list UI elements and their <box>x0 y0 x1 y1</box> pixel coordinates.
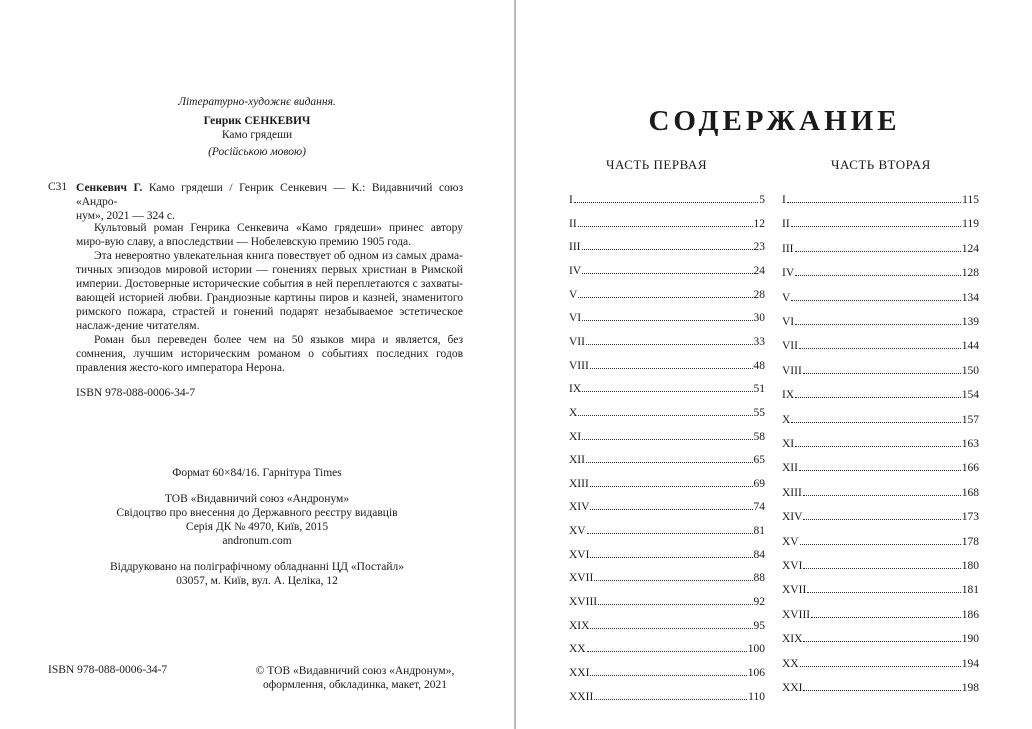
publisher-line: andronum.com <box>222 535 292 547</box>
dot-leader <box>791 300 960 301</box>
dot-leader <box>803 690 960 691</box>
chapter-number: I <box>782 194 786 206</box>
toc-entry <box>782 507 979 523</box>
toc-entry <box>782 629 979 645</box>
toc-entry <box>782 239 979 255</box>
page-number: 144 <box>961 340 979 353</box>
page-number: 154 <box>961 389 979 402</box>
printer-block <box>0 560 514 588</box>
copyright-line: © ТОВ «Видавничий союз «Андронум», <box>255 665 455 677</box>
page-number: 51 <box>753 383 765 396</box>
dot-leader <box>590 486 753 487</box>
page-number: 28 <box>753 288 765 301</box>
toc-entry <box>782 385 979 401</box>
page-number: 190 <box>961 633 979 646</box>
book-title: Камо грядеши <box>221 129 293 141</box>
toc-entry <box>569 545 765 561</box>
page-number: 186 <box>961 608 979 621</box>
dot-leader <box>791 226 962 227</box>
chapter-number: II <box>569 217 577 230</box>
page-number: 166 <box>961 462 979 475</box>
dot-leader <box>594 580 752 581</box>
dot-leader <box>795 397 961 398</box>
chapter-number: XVIII <box>569 596 598 609</box>
page-number: 173 <box>961 511 979 524</box>
toc-entry <box>782 312 979 328</box>
page-number: 128 <box>961 267 979 280</box>
page-number: 81 <box>753 525 765 538</box>
toc-entry <box>569 450 765 466</box>
page-number: 178 <box>961 535 979 548</box>
toc-entry <box>569 568 765 584</box>
dot-leader <box>795 446 961 447</box>
dot-leader <box>803 568 960 569</box>
dot-leader <box>574 202 758 203</box>
dot-leader <box>795 275 961 276</box>
page-number: 194 <box>961 657 979 670</box>
publisher-line: ТОВ «Видавничий союз «Андронум» <box>164 493 350 505</box>
toc-entry <box>569 379 765 395</box>
chapter-number: IX <box>782 389 795 402</box>
page-number: 198 <box>961 682 979 694</box>
page-number: 12 <box>753 217 765 230</box>
dot-leader <box>590 675 746 676</box>
page-gutter <box>514 0 516 729</box>
dot-leader <box>791 422 960 423</box>
toc-entry <box>782 361 979 377</box>
chapter-number: IV <box>782 267 795 280</box>
chapter-number: XXII <box>569 690 594 703</box>
dot-leader <box>803 519 960 520</box>
page-number: 5 <box>759 194 765 206</box>
format-line <box>0 466 514 480</box>
dot-leader <box>582 320 752 321</box>
dot-leader <box>582 249 753 250</box>
chapter-number: XIX <box>782 633 803 646</box>
page-number: 100 <box>747 643 765 656</box>
chapter-number: VII <box>569 335 585 348</box>
page-number: 163 <box>961 438 979 450</box>
toc-entry <box>782 532 979 548</box>
chapter-number: XVII <box>782 584 807 597</box>
page-number: 124 <box>961 242 979 255</box>
page-number: 139 <box>961 316 979 328</box>
toc-entry <box>569 639 765 655</box>
toc-entry <box>782 556 979 572</box>
copyright-line: оформлення, обкладинка, макет, 2021 <box>262 679 448 691</box>
chapter-number: XIII <box>782 486 802 499</box>
chapter-number: XVI <box>569 548 590 561</box>
chapter-number: XVIII <box>782 608 811 621</box>
chapter-number: IV <box>569 264 582 277</box>
dot-leader <box>799 348 961 349</box>
chapter-number: XI <box>782 438 795 450</box>
chapter-number: XIV <box>782 511 803 524</box>
annotation-paragraph: Культовый роман Генрика Сенкевича «Камо грядеши» принес автору миро-вую славу, а впоследствии — Нобелевскую премию 1905 года. <box>76 222 463 248</box>
dot-leader <box>800 666 961 667</box>
page-number: 88 <box>753 572 765 585</box>
dot-leader <box>799 470 961 471</box>
dot-leader <box>795 324 961 325</box>
chapter-number: V <box>569 288 578 301</box>
chapter-number: XX <box>569 643 586 656</box>
chapter-number: XVII <box>569 572 594 585</box>
publisher-line: Свідоцтво про внесення до Державного реєстру видавців <box>116 507 398 519</box>
genre-line: Літературно-художнє видання. <box>178 96 336 108</box>
toc-entry <box>569 285 765 301</box>
page-number: 65 <box>753 454 765 467</box>
toc-entry <box>569 474 765 490</box>
page-number: 110 <box>748 690 765 703</box>
dot-leader <box>787 202 961 203</box>
biblio-line-2: нум», 2021 — 324 с. <box>76 210 175 222</box>
dot-leader <box>594 699 747 700</box>
page-number: 157 <box>961 413 979 426</box>
page-number: 55 <box>753 406 765 419</box>
format-text: Формат 60×84/16. Гарнітура Times <box>172 467 342 479</box>
annotation <box>76 221 463 375</box>
chapter-number: X <box>782 413 791 426</box>
dot-leader <box>590 628 752 629</box>
page-number: 48 <box>753 359 765 372</box>
dot-leader <box>590 368 753 369</box>
toc-entry <box>782 336 979 352</box>
language-note: (Російською мовою) <box>208 146 306 158</box>
dot-leader <box>578 415 752 416</box>
chapter-number: III <box>782 242 794 255</box>
dot-leader <box>803 495 961 496</box>
imprint-page <box>0 0 514 729</box>
chapter-number: VI <box>782 316 795 328</box>
chapter-number: IX <box>569 383 582 396</box>
page-number: 30 <box>753 312 765 325</box>
toc-entry <box>569 616 765 632</box>
toc-entry <box>782 214 979 230</box>
page-number: 24 <box>753 264 765 277</box>
chapter-number: XXI <box>569 667 590 679</box>
contents-page <box>517 0 1032 729</box>
toc-entry <box>782 678 979 694</box>
chapter-number: XV <box>569 525 586 538</box>
toc-entry <box>782 654 979 670</box>
page-number: 69 <box>753 477 765 490</box>
toc-entry <box>569 261 765 277</box>
chapter-number: II <box>782 218 790 231</box>
page-number: 180 <box>961 560 979 572</box>
chapter-number: XIX <box>569 619 590 632</box>
dot-leader <box>586 462 753 463</box>
toc-entry <box>569 403 765 419</box>
dot-leader <box>598 604 752 605</box>
dot-leader <box>587 651 747 652</box>
publisher-line: Серія ДК № 4970, Київ, 2015 <box>185 521 329 533</box>
toc-entry <box>782 263 979 279</box>
toc-entry <box>782 410 979 426</box>
toc-entry <box>569 332 765 348</box>
toc-entry <box>782 483 979 499</box>
page-number: 95 <box>753 619 765 632</box>
part-two-heading: ЧАСТЬ ВТОРАЯ <box>831 157 931 172</box>
chapter-number: XV <box>782 535 799 548</box>
chapter-number: V <box>782 291 791 304</box>
printer-line: 03057, м. Київ, вул. А. Целіка, 12 <box>176 575 338 587</box>
chapter-number: X <box>569 406 578 419</box>
dot-leader <box>800 544 961 545</box>
part-one-heading: ЧАСТЬ ПЕРВАЯ <box>606 157 707 172</box>
chapter-number: XXI <box>782 682 803 694</box>
toc-entry <box>569 687 765 703</box>
page-number: 119 <box>962 218 979 231</box>
toc-entry <box>782 288 979 304</box>
chapter-number: VII <box>782 340 798 353</box>
page-number: 33 <box>753 335 765 348</box>
dot-leader <box>590 509 752 510</box>
toc-entry <box>782 605 979 621</box>
toc-entry <box>569 592 765 608</box>
toc-entry <box>569 497 765 513</box>
publisher-block <box>0 492 514 548</box>
toc-entry <box>569 237 765 253</box>
page-number: 84 <box>753 548 765 561</box>
toc-entry <box>569 190 765 206</box>
dot-leader <box>582 391 752 392</box>
page-number: 23 <box>753 241 765 254</box>
chapter-number: VI <box>569 312 582 325</box>
annotation-paragraph: Роман был переведен более чем на 50 языков мира и является, без сомнения, лучшим историческим романом о событиях последних годов правления жесто-кого императора Нерона. <box>76 334 463 374</box>
chapter-number: III <box>569 241 581 254</box>
page-number: 106 <box>747 667 765 679</box>
chapter-number: VIII <box>569 359 589 372</box>
biblio-author: Сенкевич Г. <box>76 182 143 194</box>
chapter-number: XII <box>569 454 585 467</box>
dot-leader <box>811 617 961 618</box>
toc-entry <box>569 308 765 324</box>
isbn-top: ISBN 978-088-0006-34-7 <box>76 387 196 399</box>
page-number: 181 <box>961 584 979 597</box>
printer-line: Віддруковано на поліграфічному обладнанні ЦД «Постайл» <box>109 561 405 573</box>
udc-code: С31 <box>48 181 68 193</box>
isbn-bottom: ISBN 978-088-0006-34-7 <box>48 664 168 676</box>
toc-entry <box>782 580 979 596</box>
page-number: 92 <box>753 596 765 609</box>
toc-entry <box>569 214 765 230</box>
chapter-number: XVI <box>782 560 803 572</box>
bibliographic-record <box>76 181 463 223</box>
chapter-number: XIII <box>569 477 589 490</box>
chapter-number: VIII <box>782 364 802 377</box>
dot-leader <box>803 641 960 642</box>
page-number: 74 <box>753 501 765 514</box>
toc-entry <box>569 356 765 372</box>
dot-leader <box>803 373 961 374</box>
toc-title: СОДЕРЖАНИЕ <box>648 105 901 137</box>
chapter-number: XI <box>569 430 582 443</box>
chapter-number: XIV <box>569 501 590 514</box>
dot-leader <box>795 251 961 252</box>
page-number: 168 <box>961 486 979 499</box>
toc-entry <box>782 190 979 206</box>
page-number: 115 <box>962 194 979 206</box>
chapter-number: I <box>569 194 573 206</box>
toc-entry <box>782 434 979 450</box>
page-number: 150 <box>961 364 979 377</box>
dot-leader <box>582 273 752 274</box>
toc-entry <box>569 663 765 679</box>
copyright-block <box>240 664 470 692</box>
toc-entry <box>569 427 765 443</box>
dot-leader <box>578 226 753 227</box>
chapter-number: XII <box>782 462 798 475</box>
dot-leader <box>587 533 753 534</box>
dot-leader <box>586 344 753 345</box>
annotation-paragraph: Эта невероятно увлекательная книга повествует об одном из самых драма-тичных эпизодов мировой истории — гонениях первых христиан в Римской империи. Достоверные исторические события в ней переплетаются с захваты-вающей историей любви. Грандиозные картины пиров и казней, знаменитого римского пожара, страстей и гонений подарят незабываемое эстетическое наслаж-дение читателям. <box>76 250 463 332</box>
author-name: Генрик СЕНКЕВИЧ <box>203 115 311 127</box>
toc-entry <box>569 521 765 537</box>
chapter-number: XX <box>782 657 799 670</box>
dot-leader <box>578 297 752 298</box>
biblio-line-1: Камо грядеши / Генрик Сенкевич — К.: Видавничий союз «Андро- <box>76 182 463 208</box>
dot-leader <box>590 557 752 558</box>
dot-leader <box>807 592 960 593</box>
page-number: 134 <box>961 291 979 304</box>
dot-leader <box>582 439 752 440</box>
page-number: 58 <box>753 430 765 443</box>
toc-entry <box>782 458 979 474</box>
